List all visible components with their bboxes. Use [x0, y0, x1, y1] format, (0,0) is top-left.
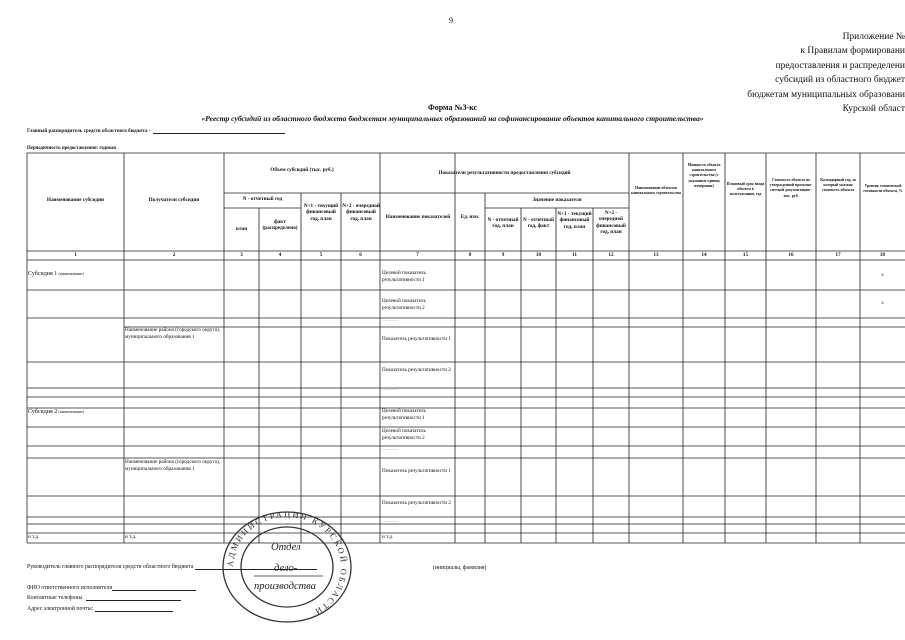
col-number: 5: [319, 252, 323, 258]
form-title: Форма №3-кс: [427, 103, 478, 112]
appendix-line: бюджетам муниципальных образовани: [747, 89, 905, 100]
result-indicator-1: Показатель результативности 1: [382, 336, 451, 342]
svg-text:Отдел: Отдел: [271, 542, 301, 553]
dots-row: …………: [382, 317, 398, 322]
col-number: 14: [701, 252, 707, 258]
col-number: 13: [653, 252, 659, 258]
signer-label: Руководитель главного распорядителя средств областного бюджета: [27, 564, 194, 570]
col-number: 2: [172, 252, 176, 258]
header-iv-n2: N+2 - очередной финансовый год, план: [596, 210, 626, 236]
header-volume-group: Объем субсидий (тыс. руб.): [270, 167, 334, 173]
col-number: 15: [742, 252, 749, 258]
periodicity-label: Периодичность предоставления: годовая: [27, 146, 116, 151]
header-recipients: Получатели субсидии: [148, 197, 200, 203]
phones-label: Контактные телефоны: [27, 595, 83, 601]
fio-label: ФИО ответственного исполнителя: [27, 585, 113, 591]
email-underline: [95, 605, 173, 612]
target-indicator-1: Целевой показатель результативности 1: [382, 270, 426, 283]
appendix-line: Курской област: [842, 104, 905, 115]
appendix-line: субсидий из областного бюджет: [775, 75, 905, 86]
col-number: 7: [416, 252, 419, 258]
header-iv-n1: N+1 - текущий финансовый год, план: [557, 211, 592, 230]
col-number: 18: [879, 252, 886, 258]
dots-row: …………: [382, 446, 398, 451]
dots-row: …………: [382, 518, 398, 523]
result-indicator-2: Показатель результативности 2: [382, 367, 451, 373]
header-object-name: Наименование объектов капитального строительства: [631, 186, 681, 196]
subsidy-1-label: Субсидия 1 (наименование): [28, 271, 85, 277]
col-number: 10: [535, 252, 542, 258]
col-number: 3: [240, 252, 243, 258]
header-iv-n-plan: N - отчетный год, план: [487, 217, 519, 230]
header-iv-n-fact: N - отчетный год, факт: [523, 217, 554, 230]
appendix-line: Приложение №: [842, 32, 905, 42]
header-indicator-name: Наименование показателей: [385, 214, 451, 220]
target-indicator-2: Целевой показатель результативности 2: [382, 428, 426, 441]
col-number: 6: [359, 252, 362, 258]
subsidy-2-label: Субсидия 2 (наименование): [28, 409, 85, 415]
header-readiness: Уровень технической готовности объекта, %: [863, 184, 903, 194]
result-indicator-1: Показатель результативности 1: [382, 468, 451, 474]
email-label: Адрес электронной почты:: [27, 606, 94, 612]
page-number: 9: [449, 16, 453, 25]
district-1: Наименование района (городского округа), муниципального образования 1: [125, 459, 220, 472]
etc-col7: и т.д.: [382, 534, 394, 540]
col-number: 16: [788, 252, 794, 258]
header-fact: факт (распределено): [262, 219, 298, 232]
result-indicator-2: Показатель результативности 2: [382, 500, 451, 506]
svg-text:дело-: дело-: [274, 563, 298, 574]
phones-underline: [86, 594, 181, 601]
x-mark: х: [881, 272, 884, 278]
x-mark: х: [881, 300, 884, 306]
col-number: 17: [835, 252, 841, 258]
col-number: 1: [74, 252, 77, 258]
col-number: 8: [468, 252, 472, 258]
form-subtitle: «Реестр субсидий из областного бюджета бюджетам муниципальных образований на софинансирование объектов капитального строительства»: [201, 114, 704, 123]
manager-label: Главный распорядитель средств областного бюджета -: [27, 129, 151, 134]
initials-caption: (инициалы, фамилия): [433, 565, 487, 571]
header-n2-next: N+2 - очередной финансовый год, план: [342, 203, 380, 222]
header-calendar-year: Календарный год, за который указана стоимость объекта: [820, 178, 856, 193]
header-unit: Ед. изм.: [460, 214, 480, 220]
fio-line: [27, 584, 196, 591]
header-capacity: Мощность объекта капитального строительства (с указанием единиц измерения): [687, 163, 721, 188]
col-number: 9: [501, 252, 505, 258]
etc-col1: и т.д.: [28, 534, 40, 540]
appendix-line: предоставления и распределени: [775, 60, 905, 71]
col-number: 12: [608, 252, 614, 258]
fio-underline: [112, 584, 196, 591]
header-subsidy-name: Наименование субсидии: [46, 197, 105, 203]
email-line: [27, 605, 173, 612]
target-indicator-1: Целевой показатель результативности 1: [382, 408, 426, 421]
header-plan: план: [235, 226, 248, 232]
svg-text:АДМИНИСТРАЦИЯ КУРСКОЙ ОБЛАСТИ: АДМИНИСТРАЦИЯ КУРСКОЙ ОБЛАСТИ: [224, 510, 350, 618]
etc-col2: и т.д.: [125, 534, 137, 540]
district-1: Наименование района (городского округа), муниципального образования 1: [125, 327, 220, 340]
header-n1-current: N+1 - текущий финансовый год, план: [303, 203, 339, 222]
svg-text:производства: производства: [254, 581, 316, 592]
phones-line: [27, 594, 181, 601]
appendix-line: к Правилам формировани: [800, 46, 905, 57]
header-n-reporting: N - отчетный год: [242, 196, 283, 202]
col-number: 4: [278, 252, 282, 258]
header-estimate-cost: Стоимость объекта по утвержденной проектно-сметной документации - тыс. руб.: [769, 178, 813, 198]
header-planned-year: Плановый срок ввода объекта в эксплуатацию, год: [726, 182, 765, 197]
dots-row: …………: [382, 386, 398, 391]
target-indicator-2: Целевой показатель результативности 2: [382, 298, 426, 311]
header-indicator-values: Значение показателя: [532, 197, 582, 203]
department-stamp: [218, 510, 356, 624]
header-indicators-group: Показатели результативности предоставления субсидий: [438, 170, 571, 176]
col-number: 11: [572, 252, 577, 258]
